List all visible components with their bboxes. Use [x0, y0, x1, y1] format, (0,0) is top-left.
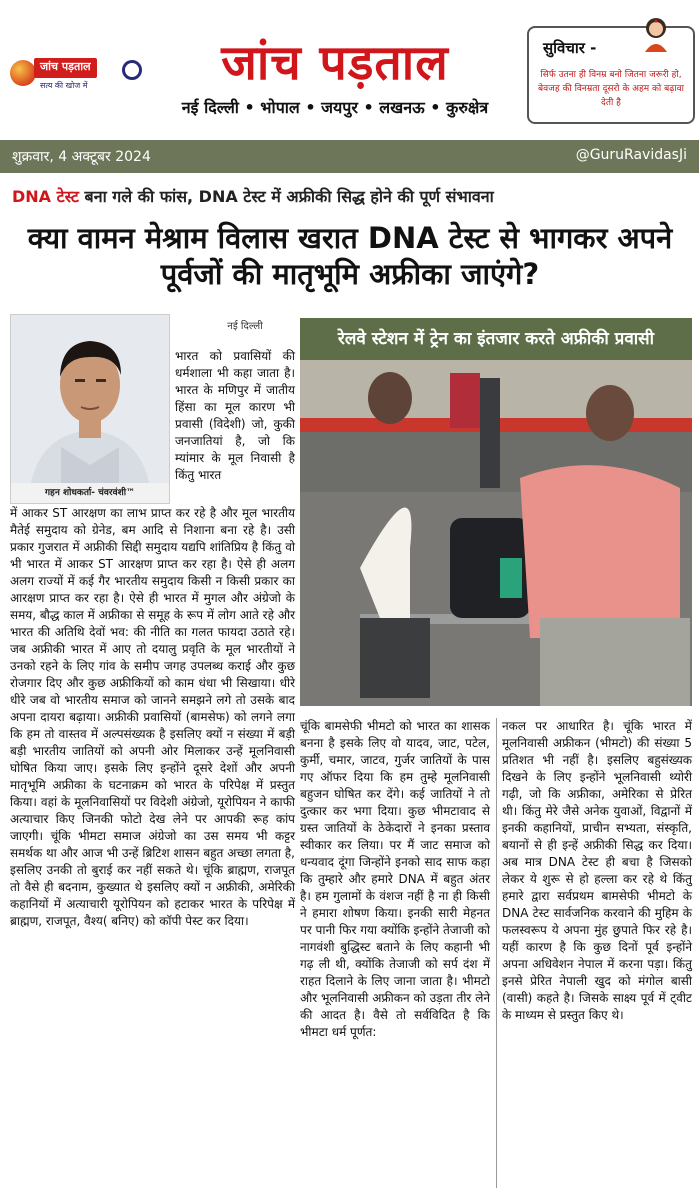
thought-title: सुविचार -	[543, 39, 597, 57]
column-divider	[496, 718, 497, 1188]
kicker-highlight: DNA टेस्ट	[12, 187, 79, 206]
article-column-1: में आकर ST आरक्षण का लाभ प्राप्त कर रहे है और मूल भारतीय मैतेई समुदाय को ग्रेनेड, बम आदि से निशाना बना रहे है। उसी प्रकार गुजरात में अफ्रीकी सिद्दी समुदाय यद्यपि शांतिप्रिय है किंतु वो भी भारत में आकर ST आरक्षण प्राप्त कर रहा है। ऐसे ही अलग अलग राज्यों में कई गैर भारतीय समुदाय किसी न किसी प्रकार का आरक्षण प्राप्त कर रहा है। ऐसे ही भारत में मुगल और अंग्रेजो के समय, बौद्ध काल में अफ्रीका से समूह के रूप में लोग आते रहे और भारत की अतिथि देवों भव: की नीति का गलत फायदा उठाते रहे। जब अफ्रीकी भारत में आए तो दयालु प्रवृति के मूल भारतीयों ने उनको रहने के लिए गांव के समीप जगह उपलब्ध कराई और कुछ रोजगार दिए और कुछ अफ्रीकियों को काम धंधा भी सिखाया। धीरे धीरे जब वो भारतीय समाज को जानने समझने लगे तो उसके बाद अपना दायरा बढ़ाया। अफ्रीकी प्रवासियों (बामसेफ) को लगने लगा कि हम तो वास्तव में अल्पसंख्यक है इसलिए क्यों न संख्या में बड़ी बड़ी भारतीय जातियों को अपनी ओर मिलाकर उन्हें मूलनिवासी घोषित किया जाए। इसके लिए इन्होंने दूसरे देशों और अपनी मातृभूमि अफ्रीका के घटनाक्रम को भारत के परिपेक्ष में प्रस्तुत किया। वहां के मूलनिवासियों पर विदेशी अंग्रेजो, यूरोपियन ने काफी अत्याचार किए जिनकी फोटो देख लेने पर आपकी रूह कांप जाएगी। चूंकि भीमटा समाज अंग्रेजो का उस समय भी कट्टर समर्थक था और आज भी उन्हें ब्रिटिश शासन बहुत अच्छा लगता है, इसलिए उनकी तो बुराई कर नहीं सकते थे। चूंकि ब्राह्मण, राजपूत तो वैसे ही बदनाम, कुख्यात थे इसलिए क्यों न अफ्रीकी, अमेरिकी कहानियों में अत्याचारी यूरोपियन को हटाकर भारत के परिपेक्ष में ब्राह्मण, राजपूत, वैश्य( बनिए) को कॉपी पेस्ट कर दिया।	[10, 506, 295, 928]
date-bar	[0, 140, 699, 173]
edition-cities: नई दिल्ली • भोपाल • जयपुर • लखनऊ • कुरुक्षेत्र	[181, 98, 489, 117]
dateline: नई दिल्ली	[227, 321, 263, 332]
main-headline: क्या वामन मेश्राम विलास खरात DNA टेस्ट से भागकर अपने पूर्वजों की मातृभूमि अफ्रीका जाएंगे?	[27, 221, 673, 291]
author-caption: गहन शोधकर्ता- चंवरवंशी™	[11, 483, 169, 503]
photo-banner-caption: रेलवे स्टेशन में ट्रेन का इंतजार करते अफ्रीकी प्रवासी	[300, 318, 692, 360]
magnifier-icon	[122, 60, 142, 80]
logo-name: जांच पड़ताल	[34, 58, 97, 78]
social-handle: @GuruRavidasJi	[575, 147, 687, 163]
author-photo	[10, 314, 170, 504]
globe-icon	[10, 60, 36, 86]
article-column-3: नकल पर आधारित है। चूंकि भारत में मूलनिवासी अफ्रीकन (भीमटो) की संख्या 5 प्रतिशत भी नहीं है। इसलिए बहुसंख्यक दिखने के लिए इन्होंने भूलनिवासी थ्योरी गढ़ी, जो कि अफ्रीका, अमेरिका से प्रेरित थी। किंतु मेरे जैसे अनेक युवाओं, विद्वानों में इनकी कहानियों, प्राचीन सभ्यता, संस्कृति, बयानों से ही इन्हें अफ्रीकी सिद्ध कर दिया। अब मात्र DNA टेस्ट ही बचा है जिसको लेकर ये शुरू से हो हल्ला कर रहे थे किंतु हमारे द्वारा सर्वप्रथम बामसेफी भीमटो के DNA टेस्ट सार्वजनिक करवाने की मुहिम के फलस्वरूप ये अपना मुंह छुपाते फिर रहे है। यहीं कारण है कि कुछ दिनों पूर्व इन्होंने अपना अधिवेशन नेपाल में करना पड़ा। किंतु इनसे प्रेरित नेपाली खुद को मंगोल बासी (वासी) कहते है। जिसके साक्ष्य पूर्व में ट्वीट के माध्यम से प्रस्तुत किए थे।	[502, 719, 692, 1022]
woman-avatar-icon	[641, 16, 671, 52]
train-station-photo	[300, 318, 692, 706]
masthead-header	[0, 0, 699, 138]
person-portrait-icon	[11, 315, 169, 483]
article-column-2: चूंकि बामसेफी भीमटो को भारत का शासक बनना है इसके लिए वो यादव, जाट, पटेल, कुर्मी, चमार, जाटव, गुर्जर जातियों के पास गए ऑफर दिया कि हम तुम्हे मूलनिवासी बहुजन घोषित कर देंगे। कई जातियों ने तो दुत्कार कर भगा दिया। कुछ भीमटावाद से ग्रस्त जातियों के ठेकेदारों ने इनका प्रस्ताव स्वीकार कर लिया। पर मैं जाट समाज को धन्यवाद दूंगा जिन्होंने इनको साद साफ कहा कि तुम्हारे और हमारे DNA में बहुत अंतर है। हम गुलामों के वंशज नहीं है ना ही किसी ने हमारा शोषण किया। इनकी सारी मेहनत पर पानी फिर गया क्योंकि इन्होंने तेजाजी को नागवंशी बुद्धिस्ट बताने के लिए कहानी भी गढ़ ली थी, क्योंकि तेजाजी को सर्प दंश में राहत दिलाने के लिए जाना जाता है। भीमटो और भूलनिवासी अफ्रीकन को उड़ता तीर लेने की आदत है। वैसे तो सर्वविदित है कि भीमटा धर्म पूर्णत:	[300, 719, 490, 1039]
article-intro: भारत को प्रवासियों की धर्मशाला भी कहा जाता है। भारत के मणिपुर में जातीय हिंसा का मूल कारण भी प्रवासी (विदेशी) जो, कुकी जनजातियां है, जो कि म्यांमार के मूल निवासी है किंतु भारत	[175, 349, 295, 482]
thought-text: सिर्फ उतना ही विनम्र बनो जितना जरूरी हो, बेवजह की विनम्रता दूसरो के अहम को बढ़ावा देती है	[538, 70, 684, 108]
issue-date: शुक्रवार, 4 अक्टूबर 2024	[12, 149, 151, 165]
thought-of-the-day-box	[527, 26, 695, 124]
newspaper-title: जांच पड़ताल	[221, 35, 449, 91]
kicker-headline	[12, 185, 692, 207]
publication-logo	[10, 58, 140, 98]
kicker-rest: बना गले की फांस, DNA टेस्ट में अफ्रीकी सिद्ध होने की पूर्ण संभावना	[78, 187, 494, 206]
logo-tagline: सत्य की खोज में	[40, 81, 88, 90]
railway-platform-image	[300, 318, 692, 706]
